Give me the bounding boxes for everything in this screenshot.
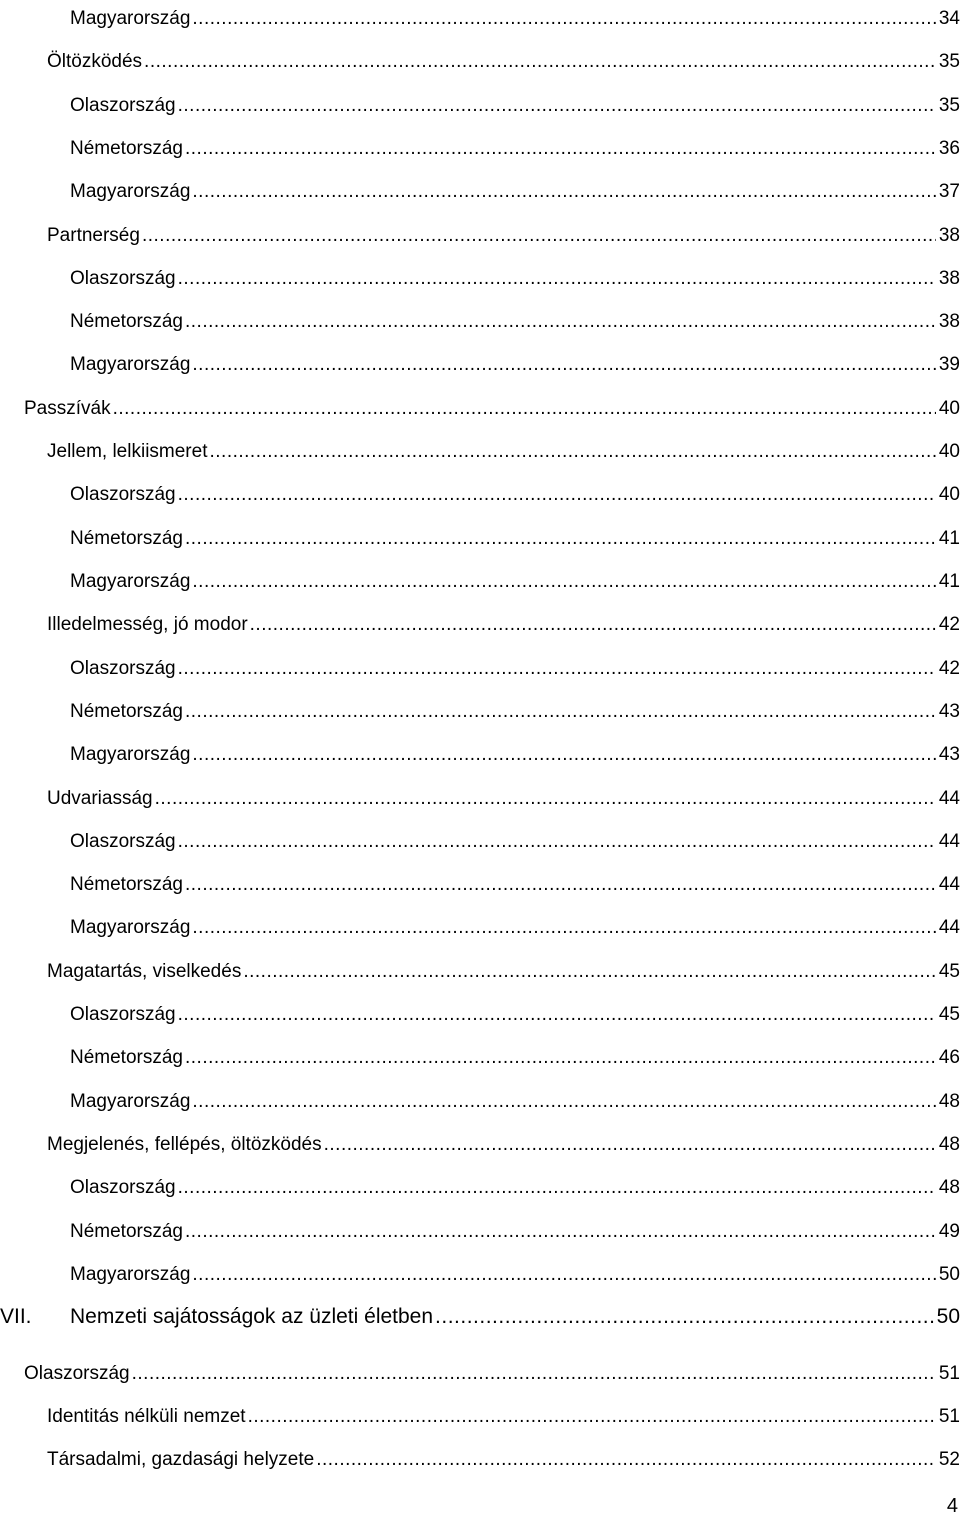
- toc-entry[interactable]: [70, 736, 960, 766]
- toc-entry-title: Németország: [70, 311, 183, 332]
- toc-entry-page: 40: [938, 484, 960, 505]
- toc-dot-leader: [185, 701, 936, 723]
- toc-entry-page: 48: [938, 1134, 960, 1155]
- toc-entry-title: Olaszország: [70, 1004, 176, 1025]
- toc-dot-leader: [192, 917, 936, 939]
- toc-entry[interactable]: [70, 520, 960, 550]
- toc-entry-title: Illedelmesség, jó modor: [47, 614, 248, 635]
- toc-entry[interactable]: [47, 217, 960, 247]
- toc-entry-title: Passzívák: [24, 398, 111, 419]
- toc-entry[interactable]: [70, 909, 960, 939]
- toc-entry-title: Olaszország: [70, 658, 176, 679]
- toc-entry-page: 34: [938, 8, 960, 29]
- toc-entry-page: 43: [938, 744, 960, 765]
- toc-entry[interactable]: [70, 823, 960, 853]
- toc-dot-leader: [192, 181, 936, 203]
- toc-dot-leader: [324, 1134, 936, 1156]
- toc-entry-page: 42: [938, 658, 960, 679]
- toc-entry[interactable]: [47, 433, 960, 463]
- toc-entry[interactable]: [47, 43, 960, 73]
- toc-dot-leader: [178, 1004, 936, 1026]
- toc-entry[interactable]: [70, 1039, 960, 1069]
- toc-entry-title: Olaszország: [70, 1177, 176, 1198]
- toc-entry-title: Németország: [70, 1221, 183, 1242]
- toc-dot-leader: [192, 571, 936, 593]
- toc-dot-leader: [316, 1449, 936, 1471]
- toc-entry-page: 42: [938, 614, 960, 635]
- toc-dot-leader: [178, 484, 936, 506]
- toc-entry-page: 49: [938, 1221, 960, 1242]
- toc-dot-leader: [435, 1305, 935, 1329]
- toc-entry-title: Jellem, lelkiismeret: [47, 441, 208, 462]
- toc-entry-page: 51: [938, 1406, 960, 1427]
- toc-dot-leader: [178, 95, 936, 117]
- toc-entry-page: 52: [938, 1449, 960, 1470]
- toc-entry[interactable]: [70, 130, 960, 160]
- toc-entry-title: Magatartás, viselkedés: [47, 961, 242, 982]
- toc-entry-page: 40: [938, 441, 960, 462]
- toc-entry-title: Nemzeti sajátosságok az üzleti életben: [70, 1305, 434, 1328]
- toc-entry-title: Magyarország: [70, 1091, 191, 1112]
- toc-entry[interactable]: [47, 606, 960, 636]
- toc-entry-title: Társadalmi, gazdasági helyzete: [47, 1449, 315, 1470]
- toc-entry-title: Németország: [70, 701, 183, 722]
- toc-entry[interactable]: [47, 1441, 960, 1471]
- toc-entry-page: 39: [938, 354, 960, 375]
- toc-entry-title: Identitás nélküli nemzet: [47, 1406, 246, 1427]
- toc-dot-leader: [142, 225, 936, 247]
- toc-entry-title: Németország: [70, 528, 183, 549]
- toc-entry-title: Németország: [70, 874, 183, 895]
- toc-entry[interactable]: [70, 1169, 960, 1199]
- toc-entry[interactable]: [70, 87, 960, 117]
- toc-entry-title: Magyarország: [70, 181, 191, 202]
- toc-entry-page: 48: [938, 1091, 960, 1112]
- toc-entry[interactable]: [70, 0, 960, 30]
- toc-dot-leader: [144, 51, 936, 73]
- toc-dot-leader: [243, 961, 936, 983]
- toc-chapter-entry[interactable]: [0, 1299, 960, 1329]
- toc-dot-leader: [192, 744, 936, 766]
- toc-dot-leader: [192, 8, 936, 30]
- toc-entry[interactable]: [70, 476, 960, 506]
- toc-dot-leader: [178, 268, 936, 290]
- toc-entry[interactable]: [70, 1213, 960, 1243]
- toc-entry-title: Magyarország: [70, 744, 191, 765]
- toc-entry-page: 50: [936, 1305, 960, 1328]
- toc-entry-page: 40: [938, 398, 960, 419]
- toc-entry[interactable]: [70, 260, 960, 290]
- toc-entry[interactable]: [70, 1256, 960, 1286]
- toc-entry[interactable]: [70, 693, 960, 723]
- toc-entry-page: 46: [938, 1047, 960, 1068]
- toc-entry-page: 44: [938, 874, 960, 895]
- toc-dot-leader: [178, 1177, 936, 1199]
- toc-entry-page: 38: [938, 225, 960, 246]
- toc-dot-leader: [185, 874, 936, 896]
- toc-entry-page: 36: [938, 138, 960, 159]
- page-number: 4: [946, 1495, 958, 1517]
- toc-entry-title: Megjelenés, fellépés, öltözködés: [47, 1134, 322, 1155]
- toc-entry-title: Olaszország: [24, 1363, 130, 1384]
- toc-entry-title: Magyarország: [70, 1264, 191, 1285]
- toc-entry[interactable]: [24, 1355, 960, 1385]
- toc-entry-title: Magyarország: [70, 354, 191, 375]
- toc-dot-leader: [185, 311, 936, 333]
- toc-entry-title: Németország: [70, 1047, 183, 1068]
- toc-entry-page: 38: [938, 268, 960, 289]
- toc-entry-page: 44: [938, 917, 960, 938]
- toc-dot-leader: [185, 1047, 936, 1069]
- toc-dot-leader: [155, 788, 936, 810]
- toc-entry-page: 44: [938, 831, 960, 852]
- toc-entry-title: Öltözködés: [47, 51, 143, 72]
- toc-entry-title: Magyarország: [70, 917, 191, 938]
- toc-dot-leader: [178, 831, 936, 853]
- toc-dot-leader: [185, 528, 936, 550]
- toc-entry[interactable]: [47, 1398, 960, 1428]
- toc-entry-page: 51: [938, 1363, 960, 1384]
- toc-dot-leader: [185, 138, 936, 160]
- toc-dot-leader: [248, 1406, 936, 1428]
- toc-entry-number: VII.: [0, 1305, 32, 1328]
- toc-entry-page: 35: [938, 51, 960, 72]
- toc-entry-title: Partnerség: [47, 225, 140, 246]
- toc-entry-title: Magyarország: [70, 8, 191, 29]
- toc-dot-leader: [178, 658, 936, 680]
- toc-entry[interactable]: [70, 303, 960, 333]
- toc-entry[interactable]: [70, 650, 960, 680]
- toc-entry-title: Olaszország: [70, 831, 176, 852]
- toc-entry-page: 44: [938, 788, 960, 809]
- toc-entry[interactable]: [70, 173, 960, 203]
- toc-entry-title: Olaszország: [70, 95, 176, 116]
- toc-dot-leader: [113, 398, 936, 420]
- toc-entry-title: Magyarország: [70, 571, 191, 592]
- toc-dot-leader: [132, 1363, 936, 1385]
- toc-entry-title: Udvariasság: [47, 788, 153, 809]
- toc-entry-title: Olaszország: [70, 268, 176, 289]
- toc-entry-page: 45: [938, 961, 960, 982]
- toc-entry-title: Olaszország: [70, 484, 176, 505]
- toc-dot-leader: [185, 1221, 936, 1243]
- toc-entry[interactable]: [70, 996, 960, 1026]
- toc-entry-page: 35: [938, 95, 960, 116]
- toc-dot-leader: [209, 441, 936, 463]
- toc-entry-page: 37: [938, 181, 960, 202]
- toc-entry[interactable]: [47, 953, 960, 983]
- toc-entry[interactable]: [70, 866, 960, 896]
- toc-entry[interactable]: [47, 780, 960, 810]
- toc-entry[interactable]: [70, 346, 960, 376]
- toc-dot-leader: [250, 614, 936, 636]
- toc-dot-leader: [192, 354, 936, 376]
- toc-entry-page: 43: [938, 701, 960, 722]
- toc-entry-page: 41: [938, 571, 960, 592]
- toc-entry-title: Németország: [70, 138, 183, 159]
- toc-dot-leader: [192, 1264, 936, 1286]
- toc-entry[interactable]: [47, 1126, 960, 1156]
- toc-entry-page: 48: [938, 1177, 960, 1198]
- toc-entry[interactable]: [24, 390, 960, 420]
- toc-entry-page: 41: [938, 528, 960, 549]
- toc-entry[interactable]: [70, 563, 960, 593]
- toc-entry-page: 50: [938, 1264, 960, 1285]
- toc-dot-leader: [192, 1091, 936, 1113]
- toc-entry-page: 45: [938, 1004, 960, 1025]
- toc-entry-page: 38: [938, 311, 960, 332]
- toc-entry[interactable]: [70, 1083, 960, 1113]
